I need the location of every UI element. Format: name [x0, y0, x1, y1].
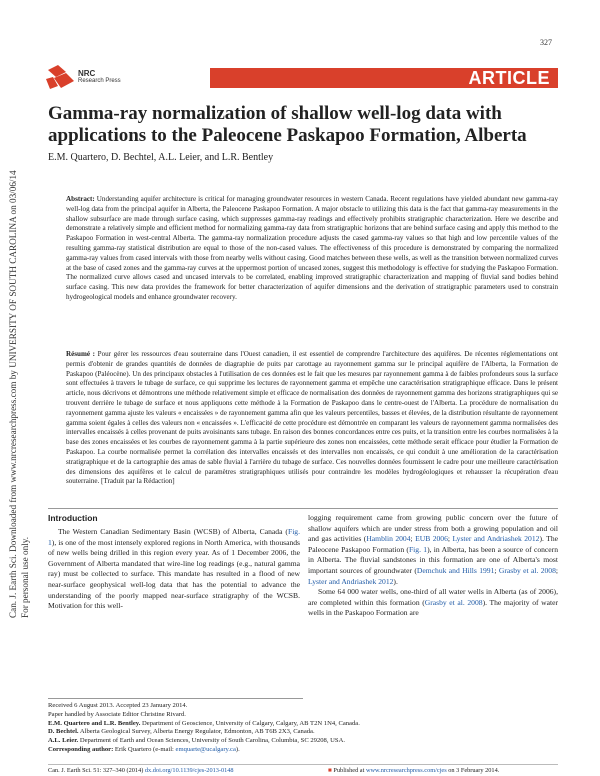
citation-link[interactable]: Grasby et al. 2008 [424, 597, 483, 607]
intro-paragraph-1: The Western Canadian Sedimentary Basin (WCSB) of Alberta, Canada (Fig. 1), is one of the most intensely explored regions in North America, with thousands of new wells being drilled in this region every year. As of 1 December 2006, the Government of Alberta mandated that wire-line log readings (e.g., natural gamma ray) must be collected to surface. This mandate has resulted in a flood of new near-surface geophysical well-log data that has the potential to advance the understanding of the poorly mapped near-surface stratigraphy of the WCSB. Motivation for this well- [48, 527, 300, 611]
citation-link[interactable]: EUB 2006 [415, 534, 448, 544]
resume-text: Pour gérer les ressources d'eau souterraine dans l'Ouest canadien, il est essentiel de comprendre l'architecture des aquifères. De récentes réglementations ont permis d'obtenir de grandes quantités de données de diagraphie de puits par carottage au rayonnement gamma sur le principal aquifère de l'Alberta, la Formation de Paskapoo (Paléocène). Un des principaux obstacles à l'utilisation de ces données est le fait que les mesures par rayonnement gamma à de faibles profondeurs sous la surface sont effectuées à travers le tubage de surface, ce qui supprime les lectures de rayonnement gamma et empêche une caractérisation stratigraphique efficace. Dans le présent article, nous décrivons et démontrons une méthode relativement simple et efficace de normalisation des données de rayonnement gamma des horizons stratigraphiques qui se trouvent derrière le tubage de surface et nous appliquons cette méthode à la Formation de Paskapoo dans le centre-ouest de l'Alberta. La procédure de normalisation du rayonnement gamma ajuste les valeurs « encaissées » de rayonnement gamma afin que les valeurs percentiles, basses et élevées, de la distribution résultante de rayonnement gamma soient égales à celles des valeurs non « encaissées ». L'efficacité de cette procédure est démontrée en comparant les valeurs de rayonnement gamma normalisées des intervalles encaissés à celles provenant de puits avoisinants sans tubage. En raison des bonnes concordances entre ces puits, et la transition entre les courbes normalisées à la base des zones encaissées et les courbes de rayonnement gamma à la partie supérieure des zones non encaissées, cette méthode serait efficace pour étudier la Formation de Paskapoo. La courbe normalisée permet la corrélation des intervalles encaissés et des intervalles non encaissés, ce qui conduit à une amélioration de la caractérisation stratigraphique et de la cartographie des amas de sable fluvial à l'arrière du tubage de surface. Ces nouvelles données fournissent le cadre pour une meilleure caractérisation des dimensions des aquifères et le calcul de paramètres stratigraphiques utilisés pour contraindre les modèles hydrogéologiques et rehausser la récupération d'eau souterraine. [Traduit par la Rédaction] [66, 350, 558, 486]
published-footer: ■ Published at www.nrcresearchpress.com/cjes on 3 February 2014. [328, 767, 500, 774]
figure-link[interactable]: Fig. 1 [48, 527, 300, 547]
article-banner [210, 68, 558, 88]
citation-link[interactable]: Lyster and Andriashek 2012 [308, 576, 394, 586]
citation-link[interactable]: Demchuk and Hills 1991 [416, 565, 495, 575]
divider [48, 508, 558, 509]
download-watermark [2, 140, 42, 620]
nrc-logo [46, 64, 156, 90]
citation-footer: Can. J. Earth Sci. 51: 327–340 (2014) dx.doi.org/10.1139/cjes-2013-0148 [48, 767, 234, 774]
logo-nrc-text: NRC [78, 69, 96, 78]
corresponding-author: Corresponding author: Erik Quartero (e-mail: emquarte@ucalgary.ca). [48, 745, 240, 753]
citation-link[interactable]: Grasby et al. 2008 [498, 565, 556, 575]
citation-link[interactable]: Lyster and Andriashek 2012 [452, 534, 540, 544]
affiliation: E.M. Quartero and L.R. Bentley. Department of Geoscience, University of Calgary, Calgary, AB T2N 1N4, Canada. [48, 719, 360, 727]
affiliation: D. Bechtel. Alberta Geological Survey, Alberta Energy Regulator, Edmonton, AB T6B 2X3, Canada. [48, 728, 315, 736]
resume-label: Résumé : [66, 350, 96, 358]
figure-link[interactable]: Fig. 1 [408, 544, 428, 554]
article-notes [48, 702, 568, 755]
email-link[interactable]: emquarte@ucalgary.ca [175, 745, 236, 753]
abstract-label: Abstract: [66, 195, 95, 203]
download-line-2: For personal use only. [20, 536, 30, 618]
journal-site-link[interactable]: www.nrcresearchpress.com/cjes [365, 767, 447, 774]
divider [48, 764, 558, 765]
abstract-text: Understanding aquifer architecture is critical for managing groundwater resources in western Canada. Recent regulations have yielded abundant new gamma-ray well-log data from the principal aquifer in Alberta, the Paleocene Paskapoo Formation. A major obstacle to utilizing this data is the fact that gamma-ray measurements in the shallow subsurface are made through surface casing, which suppresses gamma-ray readings and effectively prohibits stratigraphic characterization. Here we describe and demonstrate a relatively simple and efficient method for normalizing gamma-ray data from stratigraphic horizons that are behind surface casing and apply this method to the Paskapoo Formation in west-central Alberta. The gamma-ray normalization procedure adjusts the cased gamma-ray values so that high and low percentile values of the resulting gamma-ray statistical distribution are equal to those of the non-cased values. The effectiveness of this procedure is demonstrated by comparing the normalized gamma-ray values from cased intervals with those from nearby wells without casing. Good matches between these wells, as well as the transition between normalized curves at the base of cased zones and the gamma-ray curves at the uppermost portion of uncased zones, suggest this methodology is effective for studying the Paskapoo Formation. The normalized curve allows cased and uncased intervals to be correlated, enabling improved stratigraphic characterization and mapping of fluvial sand bodies behind surface casing. This new data provides the framework for better characterization of aquifer dimensions and the derivation of stratigraphic parameters used to constrain hydrogeological models and enhance groundwater recovery. [66, 195, 559, 301]
author-list: E.M. Quartero, D. Bechtel, A.L. Leier, and L.R. Bentley [48, 152, 274, 163]
article-label: ARTICLE [468, 68, 550, 88]
affiliation: A.L. Leier. Department of Earth and Ocean Sciences, University of South Carolina, Columbia, SC 29208, USA. [48, 737, 345, 745]
resume [66, 350, 558, 487]
nrc-logo-icon [46, 64, 76, 90]
divider [48, 698, 303, 699]
body-column-right [308, 513, 558, 619]
doi-link[interactable]: dx.doi.org/10.1139/cjes-2013-0148 [144, 767, 234, 774]
logo-press-text: Research Press [78, 78, 121, 84]
intro-paragraph-1-cont: logging requirement came from growing public concern over the future of shallow aquifers which are under stress from both a growing population and oil and gas activities (Hamblin 2004; EUB 2006; Lyster and Andriashek 2012). The Paleocene Paskapoo Formation (Fig. 1), in Alberta, has been a source of concern in Alberta. The fluvial sandstones in this formation are one of Alberta's most important sources of groundwater (Demchuk and Hills 1991; Grasby et al. 2008; Lyster and Andriashek 2012). [308, 513, 559, 586]
abstract [66, 195, 558, 303]
page-number: 327 [540, 38, 552, 47]
download-line-1: Can. J. Earth Sci. Downloaded from www.nrcresearchpress.com by UNIVERSITY OF SOUTH CAROLINA on 03/06/14 [8, 170, 18, 618]
body-column-left [48, 527, 300, 612]
received-date: Received 6 August 2013. Accepted 23 January 2014. [48, 702, 188, 709]
citation-link[interactable]: Hamblin 2004 [366, 534, 411, 544]
paper-title: Gamma-ray normalization of shallow well-log data with applications to the Paleocene Paskapoo Formation, Alberta [48, 103, 527, 146]
handling-editor: Paper handled by Associate Editor Christine Rivard. [48, 710, 186, 718]
section-heading-introduction: Introduction [48, 513, 98, 523]
intro-paragraph-2: Some 64 000 water wells, one-third of all water wells in Alberta (as of 2006), are completed within this formation (Grasby et al. 2008). The majority of water wells in the Paskapoo Formation are [308, 587, 558, 618]
bullet-icon: ■ [328, 767, 332, 774]
